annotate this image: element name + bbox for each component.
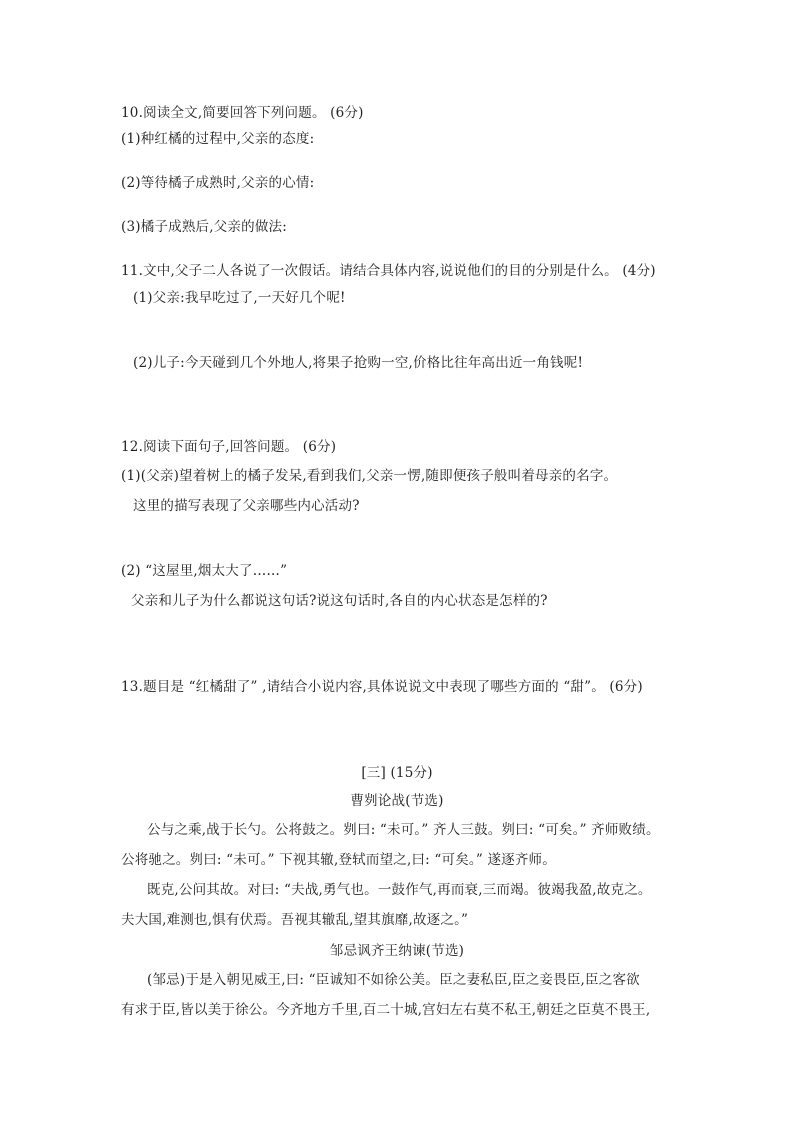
q12-sub2-question: 父亲和儿子为什么都说这句话?说这句话时,各自的内心状态是怎样的?	[131, 593, 548, 609]
passage-title-2: 邹忌讽齐王纳谏(节选)	[329, 943, 465, 959]
section-header: [三] (15分)	[361, 765, 433, 781]
q11-sub1: (1)父亲:我早吃过了,一天好几个呢!	[133, 290, 346, 306]
passage-title-1: 曹刿论战(节选)	[350, 793, 444, 809]
passage1-line1: 公与之乘,战于长勺。公将鼓之。刿曰: “未可。” 齐人三鼓。刿曰: “可矣。” 齐师败绩。	[147, 822, 660, 838]
passage2-line2: 夫大国,难测也,惧有伏焉。吾视其辙乱,望其旗靡,故逐之。”	[121, 912, 469, 928]
q12-sub2: (2) “这屋里,烟太大了……”	[121, 563, 288, 579]
passage2-line1: 既克,公问其故。对曰: “夫战,勇气也。一鼓作气,再而衰,三而竭。彼竭我盈,故克之。	[147, 882, 652, 898]
q10-stem: 10.阅读全文,简要回答下列问题。 (6分)	[121, 105, 364, 121]
q11-sub2: (2)儿子:今天碰到几个外地人,将果子抢购一空,价格比往年高出近一角钱呢!	[133, 355, 584, 371]
passage3-line1: (邹忌)于是入朝见威王,曰: “臣诚知不如徐公美。臣之妻私臣,臣之妾畏臣,臣之客欲	[147, 972, 640, 988]
passage1-line2: 公将驰之。刿曰: “未可。” 下视其辙,登轼而望之,曰: “可矣。” 遂逐齐师。	[121, 852, 556, 868]
q13-stem: 13.题目是 “红橘甜了” ,请结合小说内容,具体说说文中表现了哪些方面的 “甜”。 (6分)	[121, 679, 643, 695]
q10-sub1: (1)种红橘的过程中,父亲的态度:	[121, 131, 315, 147]
q12-sub1: (1)(父亲)望着树上的橘子发呆,看到我们,父亲一愣,随即便孩子般叫着母亲的名字。	[121, 468, 618, 484]
q12-stem: 12.阅读下面句子,回答问题。 (6分)	[121, 439, 337, 455]
q12-sub1-question: 这里的描写表现了父亲哪些内心活动?	[133, 498, 360, 514]
q10-sub2: (2)等待橘子成熟时,父亲的心情:	[121, 175, 315, 191]
passage3-line2: 有求于臣,皆以美于徐公。今齐地方千里,百二十城,宫妇左右莫不私王,朝廷之臣莫不畏王,	[121, 1002, 651, 1018]
q10-sub3: (3)橘子成熟后,父亲的做法:	[121, 219, 287, 235]
q11-stem: 11.文中,父子二人各说了一次假话。请结合具体内容,说说他们的目的分别是什么。 (4分)	[121, 263, 656, 279]
